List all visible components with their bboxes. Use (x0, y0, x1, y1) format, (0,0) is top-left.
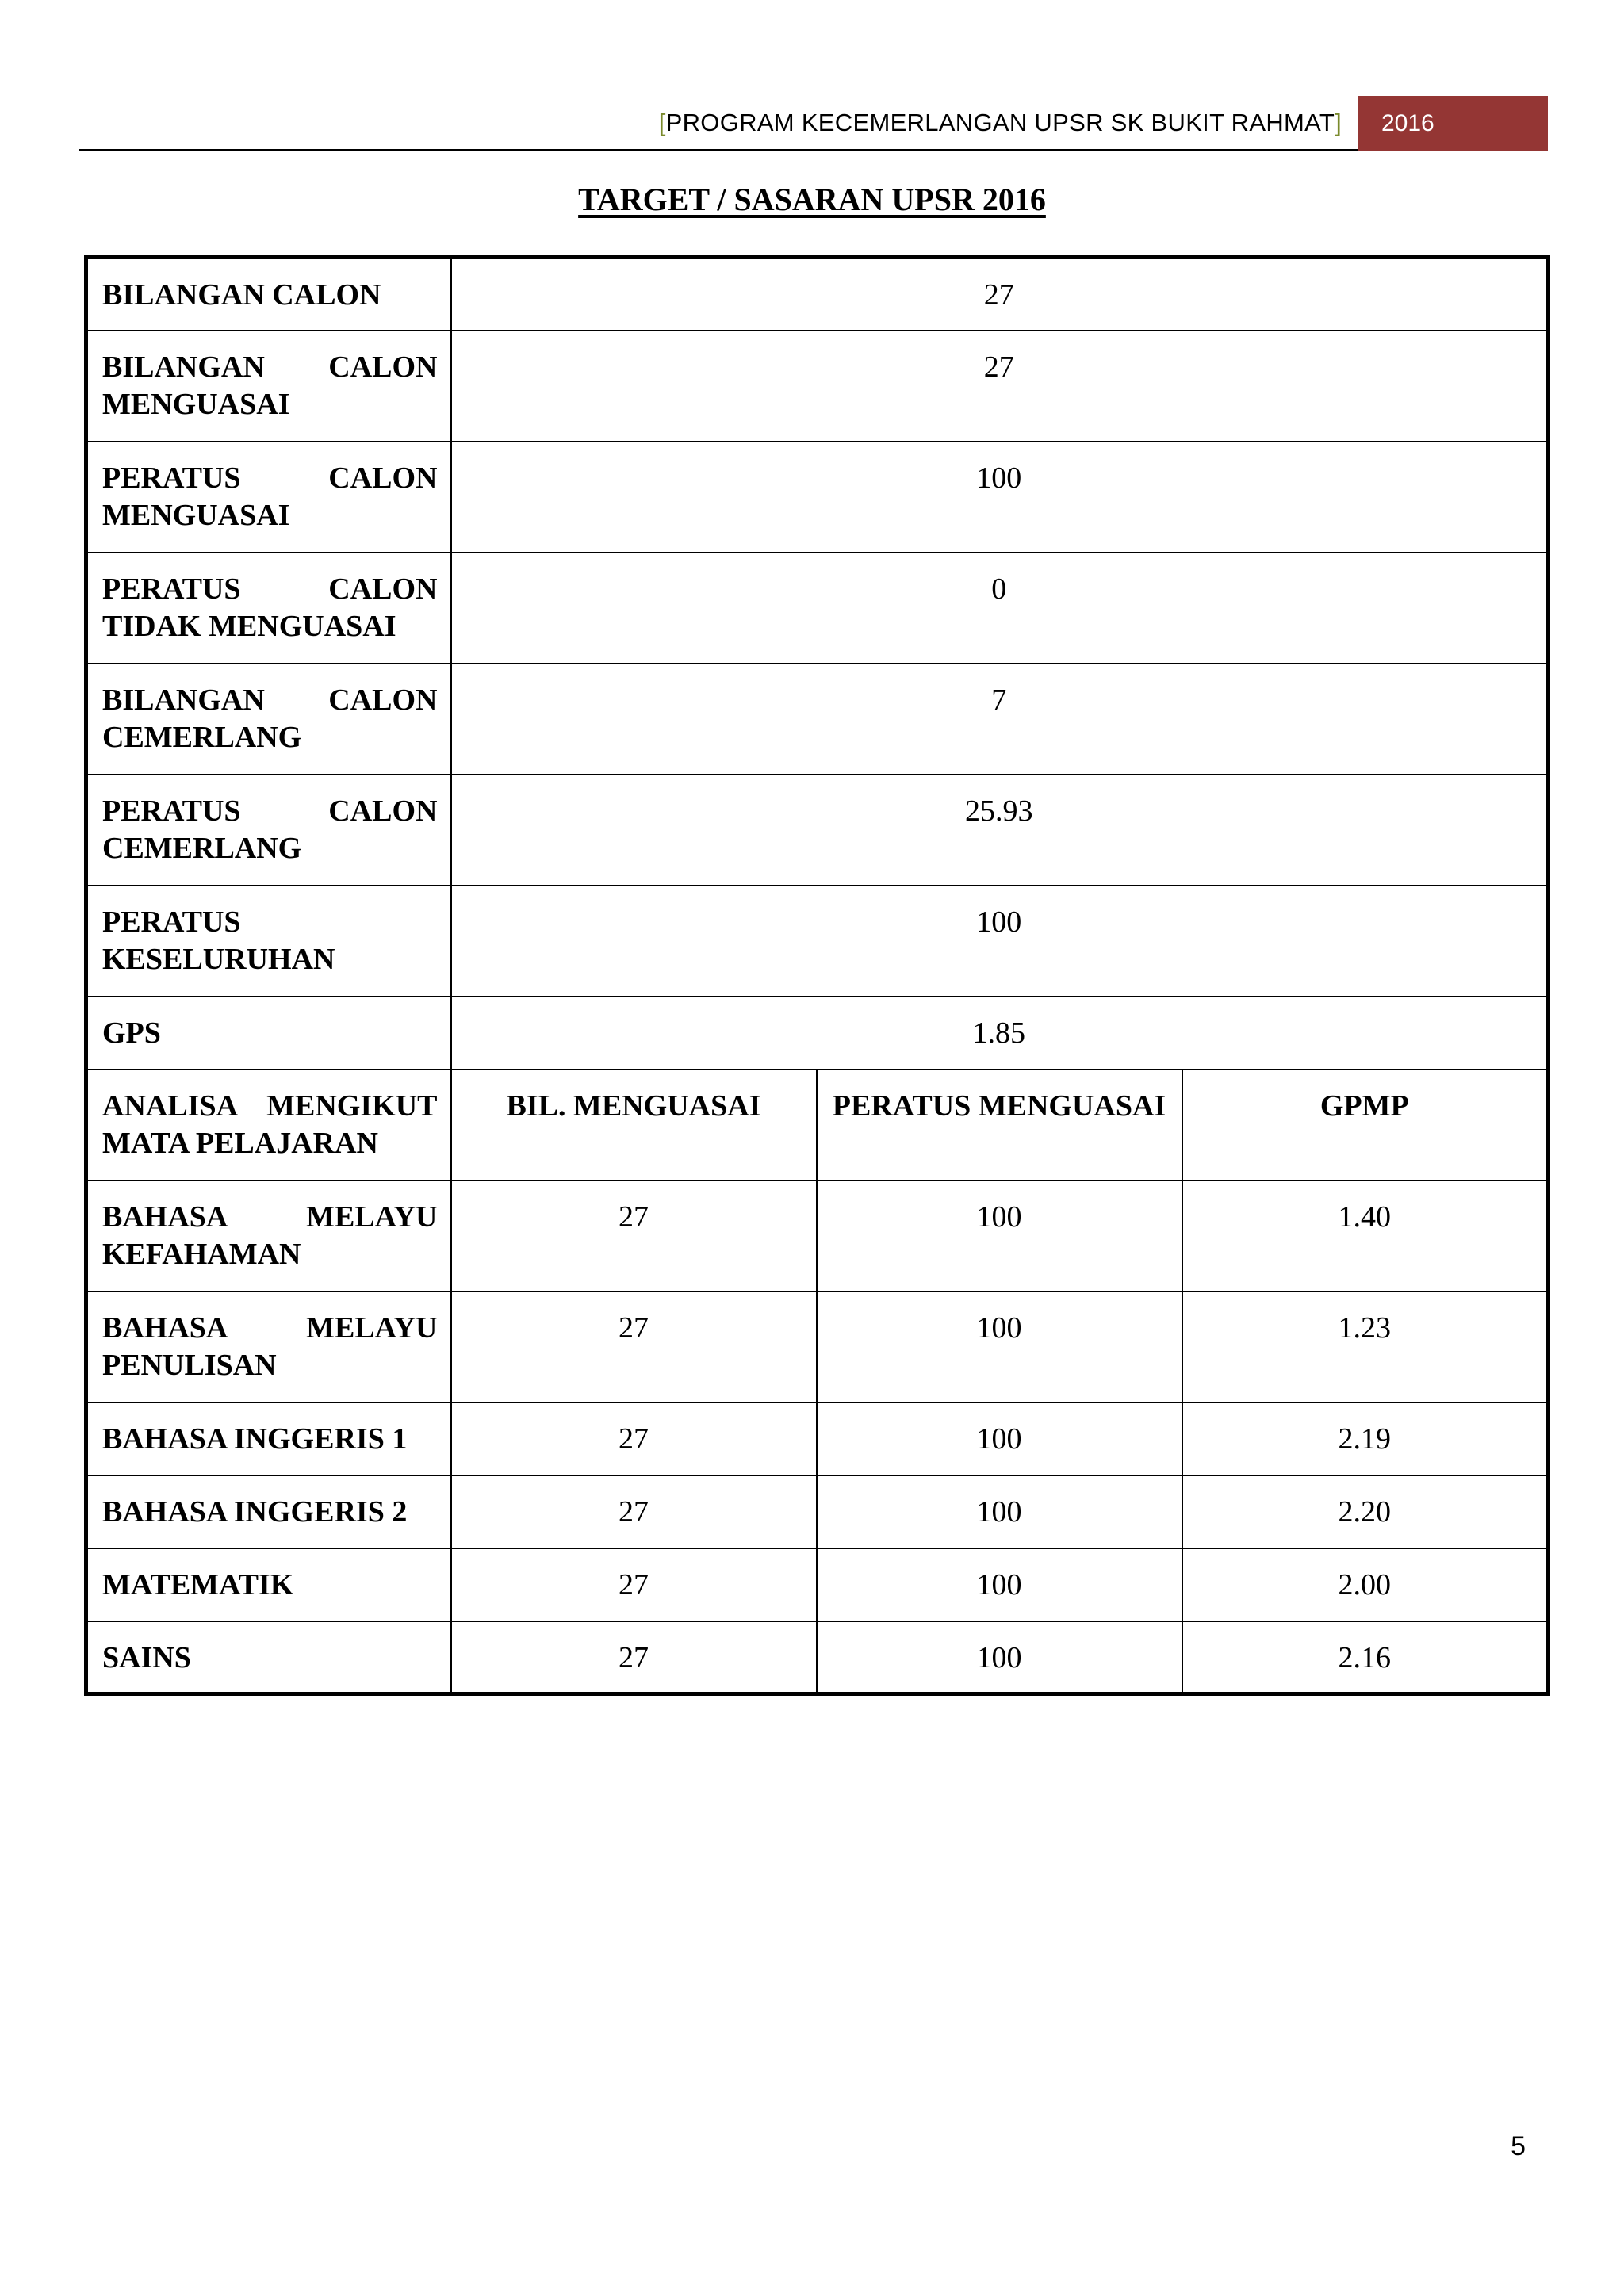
summary-value: 100 (451, 886, 1549, 997)
subject-gpmp: 2.20 (1182, 1475, 1549, 1548)
page-header (79, 96, 1548, 151)
summary-row (86, 442, 1549, 553)
subject-analysis-heading: ANALISA MENGIKUT MATA PELAJARAN (86, 1070, 451, 1181)
subject-peratus-menguasai: 100 (817, 1181, 1182, 1292)
summary-label: PERATUS CALON MENGUASAI (86, 442, 451, 553)
results-table (84, 255, 1550, 1696)
header-program-text: PROGRAM KECEMERLANGAN UPSR SK BUKIT RAHMAT (665, 109, 1335, 136)
subject-name: BAHASA MELAYU PENULISAN (86, 1292, 451, 1402)
summary-label: GPS (86, 997, 451, 1070)
header-bracket-open: [ (658, 109, 666, 136)
subject-gpmp: 2.16 (1182, 1621, 1549, 1694)
subject-gpmp: 1.23 (1182, 1292, 1549, 1402)
summary-label: PERATUS KESELURUHAN (86, 886, 451, 997)
summary-row (86, 775, 1549, 886)
summary-row (86, 553, 1549, 664)
summary-value: 0 (451, 553, 1549, 664)
subject-bil-menguasai: 27 (451, 1621, 817, 1694)
subject-name: SAINS (86, 1621, 451, 1694)
subject-bil-menguasai: 27 (451, 1548, 817, 1621)
subject-peratus-menguasai: 100 (817, 1292, 1182, 1402)
summary-row (86, 997, 1549, 1070)
subject-peratus-menguasai: 100 (817, 1621, 1182, 1694)
subject-peratus-menguasai: 100 (817, 1475, 1182, 1548)
subject-name: BAHASA INGGERIS 2 (86, 1475, 451, 1548)
header-year-badge: 2016 (1358, 96, 1548, 151)
column-header-bil-menguasai: BIL. MENGUASAI (451, 1070, 817, 1181)
summary-label: BILANGAN CALON CEMERLANG (86, 664, 451, 775)
subject-row (86, 1181, 1549, 1292)
summary-value: 1.85 (451, 997, 1549, 1070)
subject-bil-menguasai: 27 (451, 1475, 817, 1548)
subject-row (86, 1621, 1549, 1694)
summary-row (86, 886, 1549, 997)
subject-name: BAHASA MELAYU KEFAHAMAN (86, 1181, 451, 1292)
subject-peratus-menguasai: 100 (817, 1402, 1182, 1475)
document-title: TARGET / SASARAN UPSR 2016 (578, 182, 1046, 217)
subject-row (86, 1475, 1549, 1548)
summary-row (86, 331, 1549, 442)
summary-value: 27 (451, 331, 1549, 442)
summary-row (86, 664, 1549, 775)
summary-label: PERATUS CALON TIDAK MENGUASAI (86, 553, 451, 664)
subject-header-row (86, 1070, 1549, 1181)
summary-value: 27 (451, 258, 1549, 331)
subject-row (86, 1548, 1549, 1621)
summary-label: BILANGAN CALON (86, 258, 451, 331)
summary-label: BILANGAN CALON MENGUASAI (86, 331, 451, 442)
summary-row (86, 258, 1549, 331)
header-program-title (659, 109, 1342, 137)
column-header-gpmp: GPMP (1182, 1070, 1549, 1181)
subject-bil-menguasai: 27 (451, 1402, 817, 1475)
summary-label: PERATUS CALON CEMERLANG (86, 775, 451, 886)
subject-name: BAHASA INGGERIS 1 (86, 1402, 451, 1475)
page-number: 5 (1511, 2131, 1526, 2161)
subject-bil-menguasai: 27 (451, 1181, 817, 1292)
subject-gpmp: 2.00 (1182, 1548, 1549, 1621)
header-divider (79, 149, 1358, 151)
summary-value: 100 (451, 442, 1549, 553)
subject-peratus-menguasai: 100 (817, 1548, 1182, 1621)
subject-name: MATEMATIK (86, 1548, 451, 1621)
subject-gpmp: 2.19 (1182, 1402, 1549, 1475)
subject-row (86, 1402, 1549, 1475)
subject-row (86, 1292, 1549, 1402)
subject-bil-menguasai: 27 (451, 1292, 817, 1402)
summary-value: 25.93 (451, 775, 1549, 886)
subject-gpmp: 1.40 (1182, 1181, 1549, 1292)
header-bracket-close: ] (1335, 109, 1342, 136)
column-header-peratus-menguasai: PERATUS MENGUASAI (817, 1070, 1182, 1181)
summary-value: 7 (451, 664, 1549, 775)
